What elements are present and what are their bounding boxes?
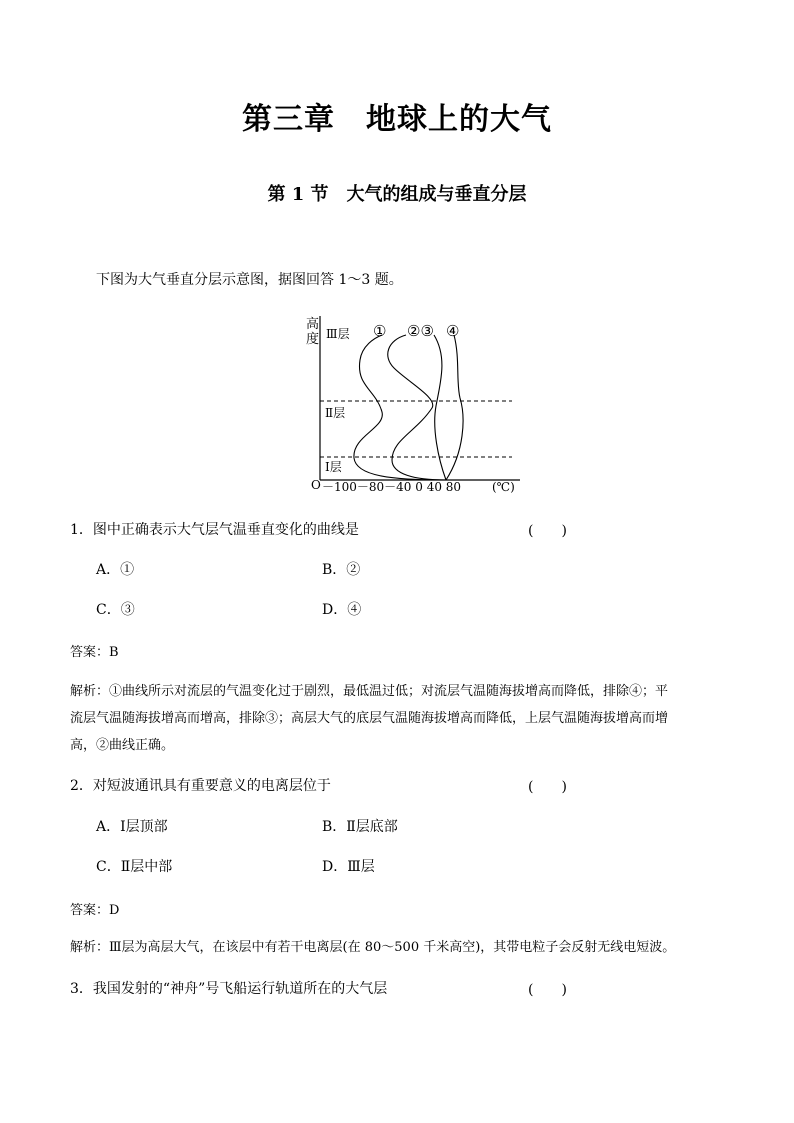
curve-3	[434, 335, 446, 480]
question-1-option-a: A．①	[96, 562, 135, 578]
intro-text: 下图为大气垂直分层示意图，据图回答 1～3 题。	[96, 272, 403, 288]
y-axis-label-2: 度	[306, 332, 320, 347]
curve-2	[388, 335, 446, 480]
question-2-option-d: D．Ⅲ层	[322, 859, 375, 875]
curve-4	[446, 335, 463, 480]
chapter-title: 第三章 地球上的大气	[242, 102, 552, 137]
question-1-explanation-line-1: 解析：①曲线所示对流层的气温变化过于剧烈，最低温过低；对流层气温随海拔增高而降低，排除④；平	[70, 684, 669, 699]
question-2-explanation-line-1: 解析：Ⅲ层为高层大气，在该层中有若干电离层(在 80～500 千米高空)，其带电粒子会反射无线电短波。	[70, 940, 676, 955]
question-1-explanation-line-3: 高，②曲线正确。	[70, 738, 175, 753]
question-1-stem: 1．图中正确表示大气层气温垂直变化的曲线是	[70, 522, 359, 538]
question-1-option-d: D．④	[322, 602, 362, 618]
question-2-stem: 2．对短波通讯具有重要意义的电离层位于	[70, 778, 331, 794]
layer-1-label: Ⅰ层	[325, 460, 342, 474]
x-tick-labels: －100－80－40 0 40 80	[322, 480, 462, 494]
question-2-option-c: C．Ⅱ层中部	[96, 859, 173, 875]
question-1-option-b: B．②	[322, 562, 361, 578]
x-unit-label: (℃)	[492, 480, 515, 494]
atmosphere-layers-figure	[296, 308, 526, 498]
question-1-explanation-line-2: 流层气温随海拔增高而增高，排除③；高层大气的底层气温随海拔增高而降低，上层气温随海拔增高而增	[70, 711, 669, 726]
curve-4-label: ④	[446, 322, 460, 340]
layer-3-label: Ⅲ层	[326, 327, 350, 341]
question-1-paren: ( )	[528, 523, 567, 539]
question-3-stem: 3．我国发射的“神舟”号飞船运行轨道所在的大气层	[70, 981, 388, 997]
origin-label: O	[311, 478, 321, 492]
question-2-option-b: B．Ⅱ层底部	[322, 819, 398, 835]
curve-23-label: ②③	[407, 322, 434, 340]
y-axis-label-1: 高	[306, 317, 320, 332]
curve-1-label: ①	[373, 322, 387, 340]
question-2-answer: 答案：D	[70, 903, 120, 918]
question-1-option-c: C．③	[96, 602, 135, 618]
layer-2-label: Ⅱ层	[325, 406, 346, 420]
question-2-paren: ( )	[528, 779, 567, 795]
section-title: 第 1 节 大气的组成与垂直分层	[267, 184, 527, 205]
question-2-option-a: A．Ⅰ层顶部	[96, 819, 168, 835]
question-3-paren: ( )	[528, 982, 567, 998]
question-1-answer: 答案：B	[70, 645, 119, 660]
